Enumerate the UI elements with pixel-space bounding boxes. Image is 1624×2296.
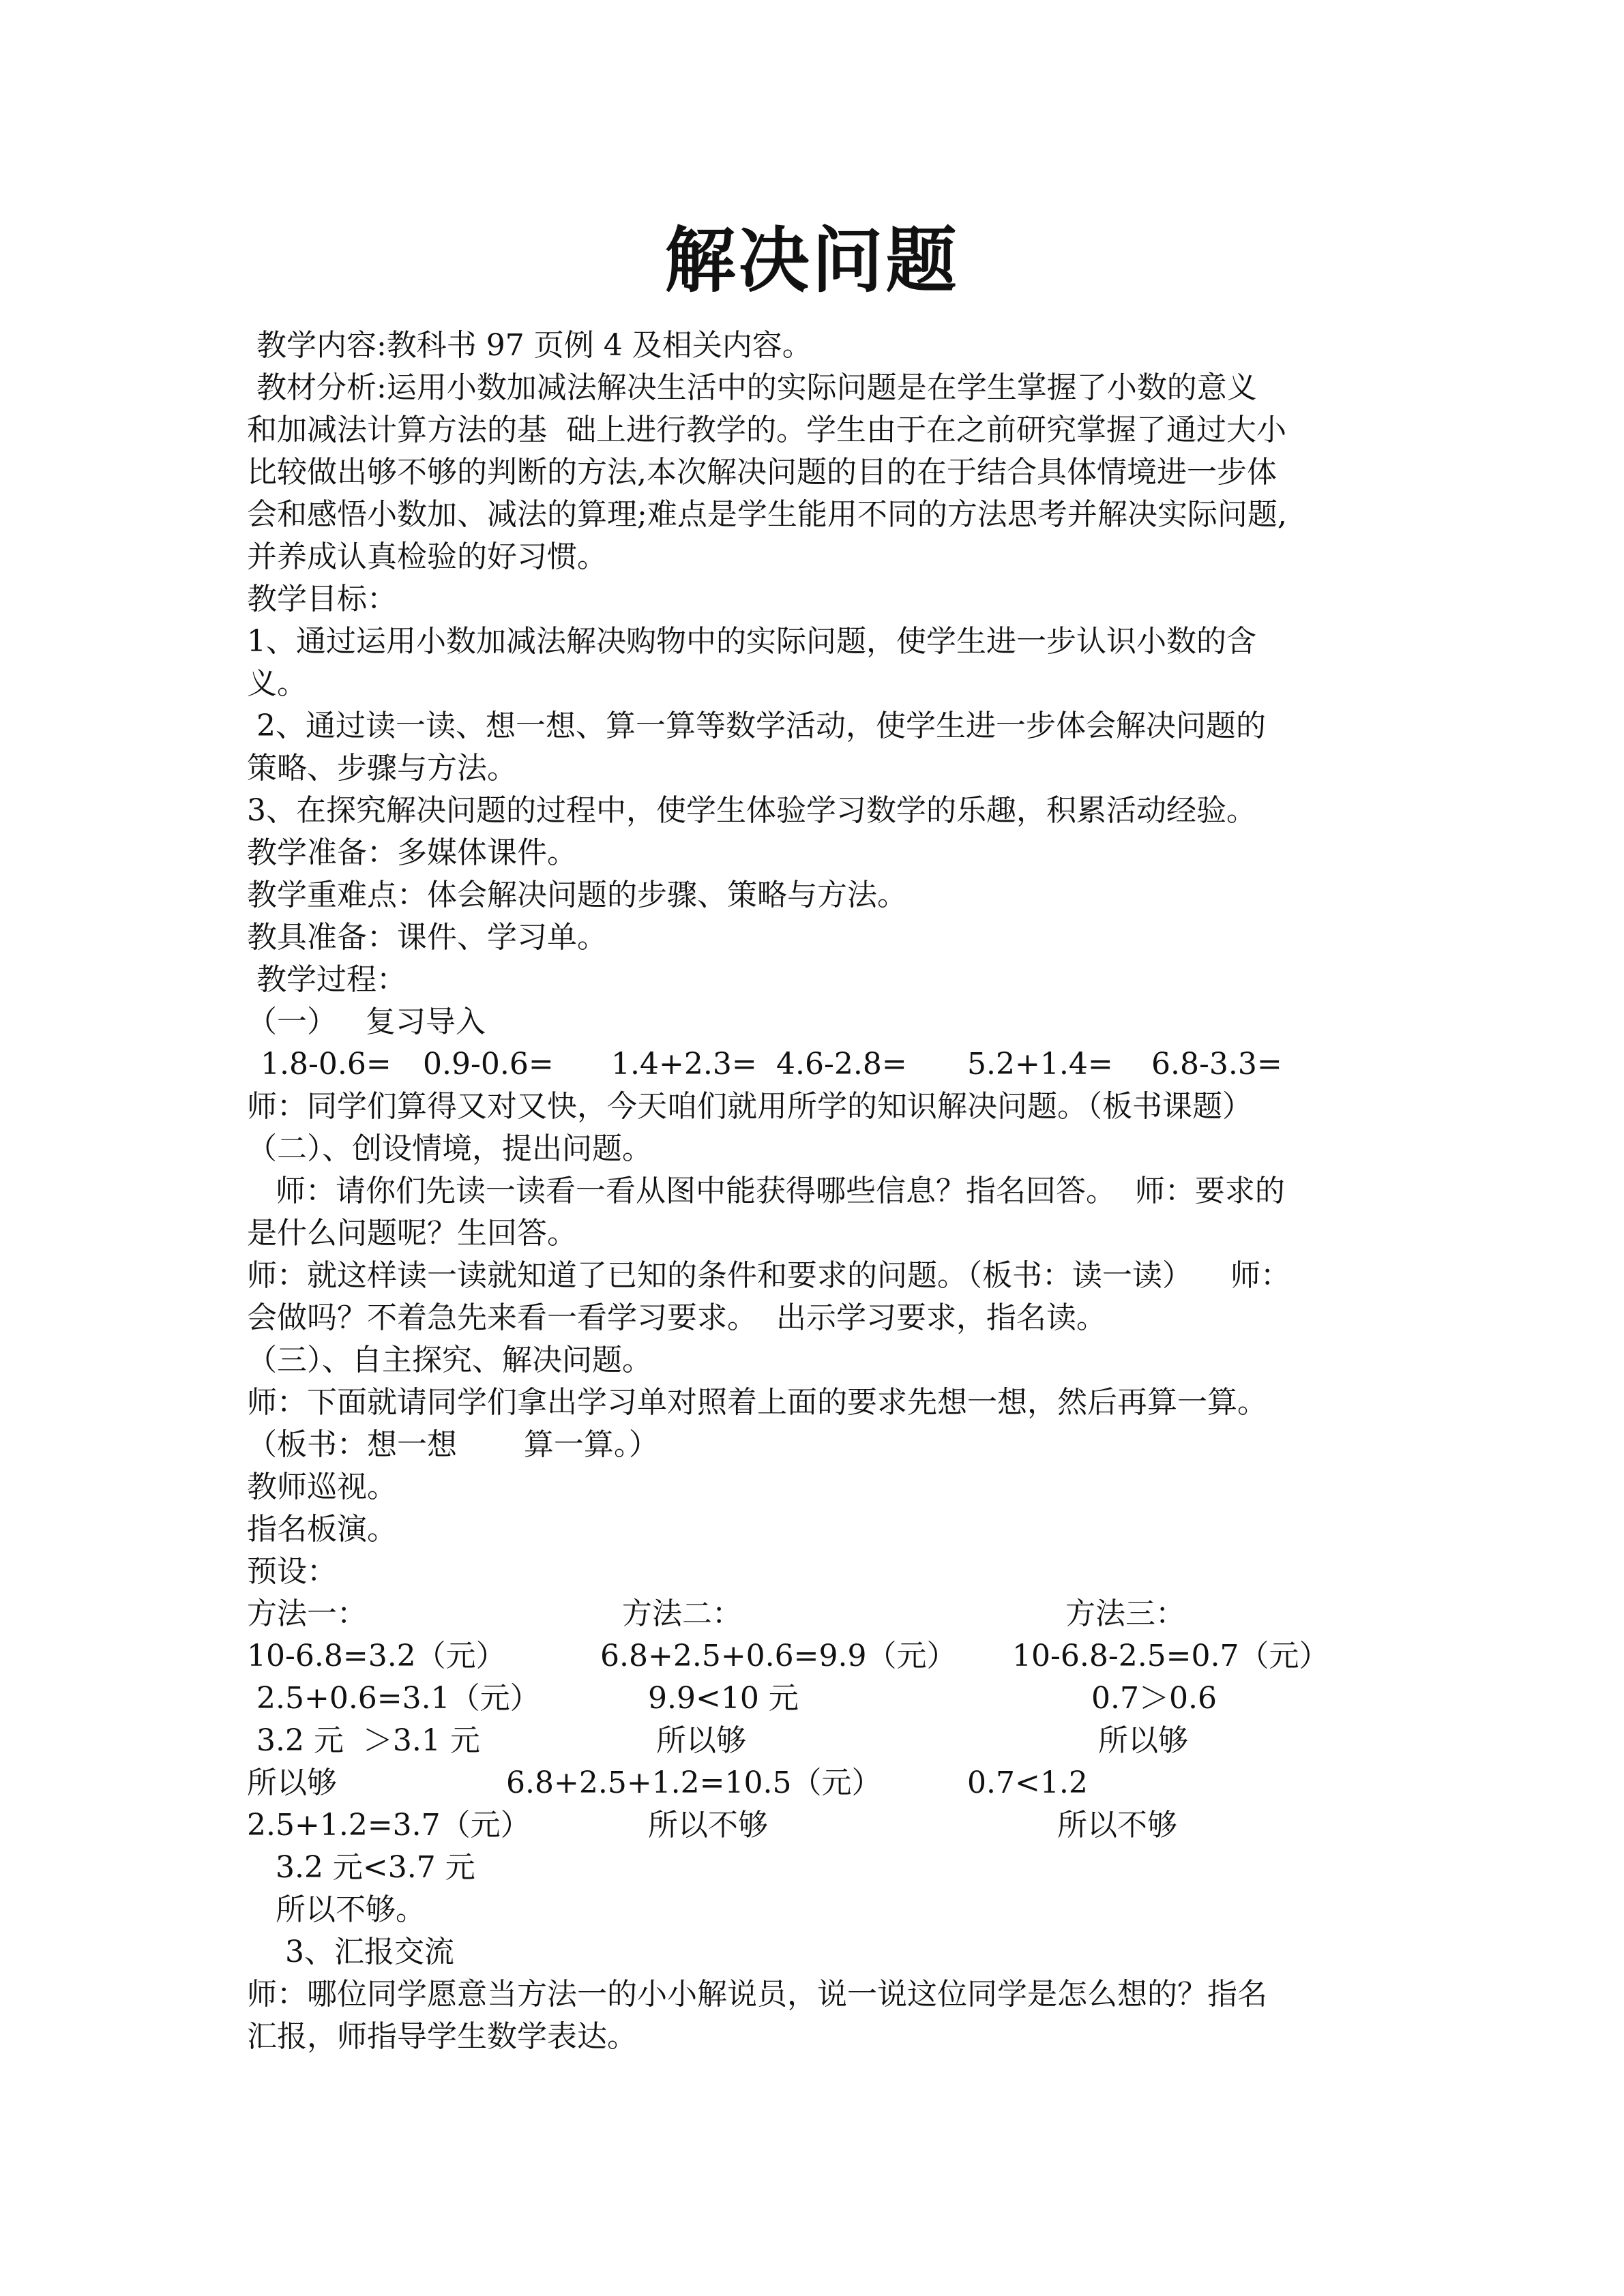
method-header: 方法一： xyxy=(247,1596,367,1631)
review-exercise: 4.6-2.8= xyxy=(776,1047,907,1082)
text-line: 师：下面就请同学们拿出学习单对照着上面的要求先想一想，然后再算一算。 xyxy=(247,1385,1267,1420)
review-exercise: 1.4+2.3= xyxy=(611,1047,757,1082)
method-step: 所以够 xyxy=(656,1723,746,1758)
text-line: 师：请你们先读一读看一看从图中能获得哪些信息？指名回答。 师：要求的 xyxy=(247,1174,1285,1208)
review-exercise: 6.8-3.3= xyxy=(1151,1047,1282,1082)
method-step: 3.2 元 ＞3.1 元 xyxy=(247,1723,480,1758)
text-line: 师：就这样读一读就知道了已知的条件和要求的问题。（板书：读一读） 师： xyxy=(247,1258,1290,1293)
text-line: 1、通过运用小数加减法解决购物中的实际问题，使学生进一步认识小数的含 xyxy=(247,624,1256,659)
method-step: 所以够 xyxy=(247,1765,337,1800)
method-step: 2.5+0.6=3.1（元） xyxy=(247,1681,540,1716)
section-heading: （一） 复习导入 xyxy=(247,1004,486,1039)
method-header: 方法二： xyxy=(622,1596,742,1631)
method-step: 0.7<1.2 xyxy=(967,1765,1088,1800)
text-line: 和加减法计算方法的基 础上进行教学的。学生由于在之前研究掌握了通过大小 xyxy=(247,413,1286,447)
review-exercise: 0.9-0.6= xyxy=(423,1047,554,1082)
method-step: 10-6.8-2.5=0.7（元） xyxy=(1012,1639,1329,1673)
text-line: 策略、步骤与方法。 xyxy=(247,751,517,786)
method-step: 2.5+1.2=3.7（元） xyxy=(247,1808,531,1843)
text-line: 比较做出够不够的判断的方法,本次解决问题的目的在于结合具体情境进一步体 xyxy=(247,455,1277,490)
method-step: 10-6.8=3.2（元） xyxy=(247,1639,506,1673)
text-line: 教学准备：多媒体课件。 xyxy=(247,835,577,870)
method-step: 所以不够 xyxy=(648,1808,768,1843)
text-line: （板书：想一想 算一算。） xyxy=(247,1427,659,1462)
method-step: 6.8+2.5+0.6=9.9（元） xyxy=(600,1639,957,1673)
text-line: 汇报，师指导学生数学表达。 xyxy=(247,2019,637,2054)
method-step: 3.2 元<3.7 元 xyxy=(247,1850,475,1885)
text-line: 师：同学们算得又对又快，今天咱们就用所学的知识解决问题。（板书课题） xyxy=(247,1089,1252,1124)
section-heading: （三）、自主探究、解决问题。 xyxy=(247,1343,652,1377)
method-header: 方法三： xyxy=(1065,1596,1185,1631)
text-line: 并养成认真检验的好习惯。 xyxy=(247,539,607,574)
text-line: 预设： xyxy=(247,1554,337,1589)
text-line: 3、在探究解决问题的过程中，使学生体验学习数学的乐趣，积累活动经验。 xyxy=(247,793,1256,828)
method-step: 9.9<10 元 xyxy=(648,1681,799,1716)
text-line: 教具准备：课件、学习单。 xyxy=(247,920,607,955)
text-line: 教学内容:教科书 97 页例 4 及相关内容。 xyxy=(247,328,812,363)
review-exercise: 1.8-0.6= xyxy=(261,1047,392,1082)
text-line: 教学重难点：体会解决问题的步骤、策略与方法。 xyxy=(247,878,907,912)
text-line: 是什么问题呢？生回答。 xyxy=(247,1216,577,1251)
section-heading: 教学过程： xyxy=(247,962,407,997)
text-line: 教材分析:运用小数加减法解决生活中的实际问题是在学生掌握了小数的意义 xyxy=(247,370,1257,405)
section-heading: 教学目标： xyxy=(247,582,397,616)
text-line: 师：哪位同学愿意当方法一的小小解说员，说一说这位同学是怎么想的？指名 xyxy=(247,1977,1267,2012)
text-line: 义。 xyxy=(247,666,307,701)
method-step: 6.8+2.5+1.2=10.5（元） xyxy=(506,1765,882,1800)
method-step: 所以不够。 xyxy=(247,1892,426,1927)
text-line: 会做吗？不着急先来看一看学习要求。 出示学习要求，指名读。 xyxy=(247,1300,1106,1335)
text-line: 教师巡视。 xyxy=(247,1470,397,1504)
method-step: 所以够 xyxy=(1098,1723,1188,1758)
text-line: 2、通过读一读、想一想、算一算等数学活动，使学生进一步体会解决问题的 xyxy=(247,709,1266,743)
section-heading: 3、汇报交流 xyxy=(247,1935,454,1969)
method-step: 0.7＞0.6 xyxy=(1091,1681,1217,1716)
document-title: 解决问题 xyxy=(664,218,960,302)
method-step: 所以不够 xyxy=(1057,1808,1177,1843)
section-heading: （二）、创设情境，提出问题。 xyxy=(247,1131,652,1166)
text-line: 会和感悟小数加、减法的算理;难点是学生能用不同的方法思考并解决实际问题, xyxy=(247,497,1287,532)
text-line: 指名板演。 xyxy=(247,1512,397,1547)
review-exercise: 5.2+1.4= xyxy=(967,1047,1113,1082)
